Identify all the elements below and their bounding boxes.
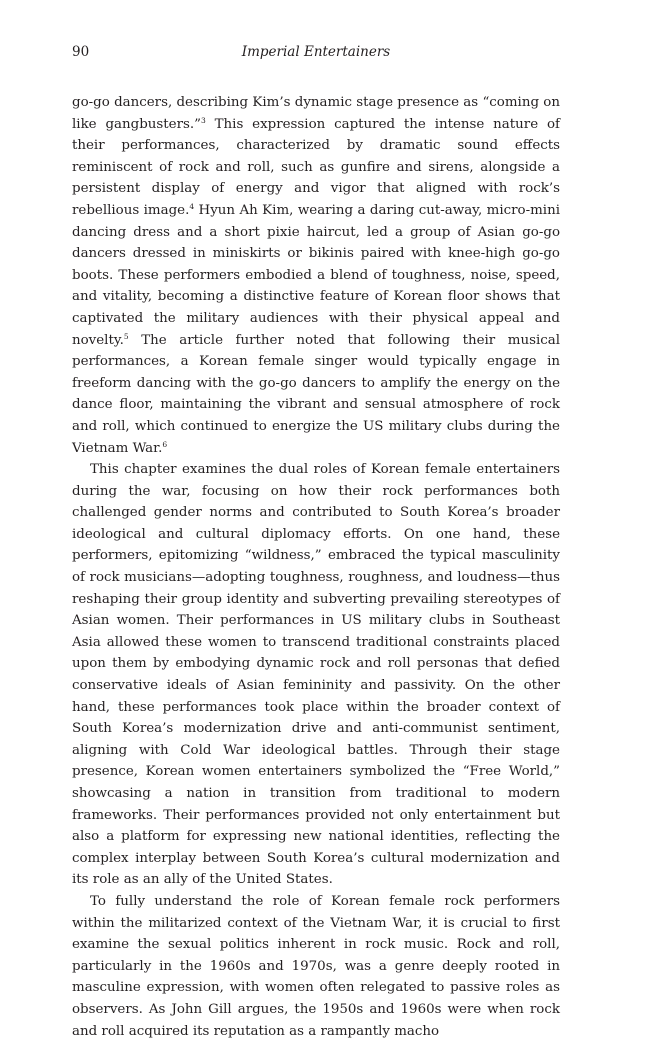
paragraph xyxy=(72,459,560,891)
book-title: Imperial Entertainers xyxy=(241,44,391,60)
footnote-marker[interactable]: 4 xyxy=(189,201,195,211)
footnote-marker[interactable]: 6 xyxy=(162,439,168,449)
running-head xyxy=(72,44,560,68)
footnote-marker[interactable]: 3 xyxy=(200,115,206,125)
paragraph xyxy=(72,891,560,1042)
text-segment: This expression captured the intense nature of their performances, characterized by dramatic sound effects reminiscent of rock and roll, such as gunfire and sirens, alongside a persistent display of energy and vigor that aligned with rock’s rebellious image. xyxy=(72,116,560,218)
text-segment: The article further noted that following their musical performances, a Korean female singer would typically engage in freeform dancing with the go-go dancers to amplify the energy on the dance floor, maintaining the vibrant and sensual atmosphere of rock and roll, which continued to energize the US military clubs during the Vietnam War. xyxy=(72,332,560,456)
footnote-marker[interactable]: 5 xyxy=(123,331,129,341)
book-page xyxy=(72,44,560,1042)
text-segment: This chapter examines the dual roles of Korean female entertainers during the war, focusing on how their rock performances both challenged gender norms and contributed to South Korea’s broader ideological and cultural diplomacy efforts. On one hand, these performers, epitomizing “wildness,” embraced the typical masculinity of rock musicians—adopting toughness, roughness, and loudness—thus reshaping their group identity and subverting prevailing stereotypes of Asian women. Their performances in US military clubs in Southeast Asia allowed these women to transcend traditional constraints placed upon them by embodying dynamic rock and roll personas that defied conservative ideals of Asian femininity and passivity. On the other hand, these performances took place within the broader context of South Korea’s modernization drive and anti-communist sentiment, aligning with Cold War ideological battles. Through their stage presence, Korean women entertainers symbolized the “Free World,” showcasing a nation in transition from traditional to modern frameworks. Their performances provided not only entertainment but also a platform for expressing new national identities, reflecting the complex interplay between South Korea’s cultural modernization and its role as an ally of the United States. xyxy=(72,462,560,888)
text-segment: go-go dancers, describing Kim’s dynamic stage presence as “coming on like gangbusters.” xyxy=(72,95,560,132)
text-segment: To fully understand the role of Korean female rock performers within the militarized context of the Vietnam War, it is crucial to first examine the sexual politics inherent in rock music. Rock and roll, particularly in the 1960s and 1970s, was a genre deeply rooted in masculine expression, with women often relegated to passive roles as observers. As John Gill argues, the 1950s and 1960s were when rock and roll acquired its reputation as a rampantly macho xyxy=(72,893,560,1039)
text-segment: Hyun Ah Kim, wearing a daring cut-away, micro-mini dancing dress and a short pixie haircut, led a group of Asian go-go dancers dressed in miniskirts or bikinis paired with knee-high go-go boots. These performers embodied a blend of toughness, noise, speed, and vitality, becoming a distinctive feature of Korean floor shows that captivated the military audiences with their physical appeal and novelty. xyxy=(72,202,560,348)
body-text xyxy=(72,92,560,1042)
page-number: 90 xyxy=(72,44,90,60)
paragraph xyxy=(72,92,560,459)
